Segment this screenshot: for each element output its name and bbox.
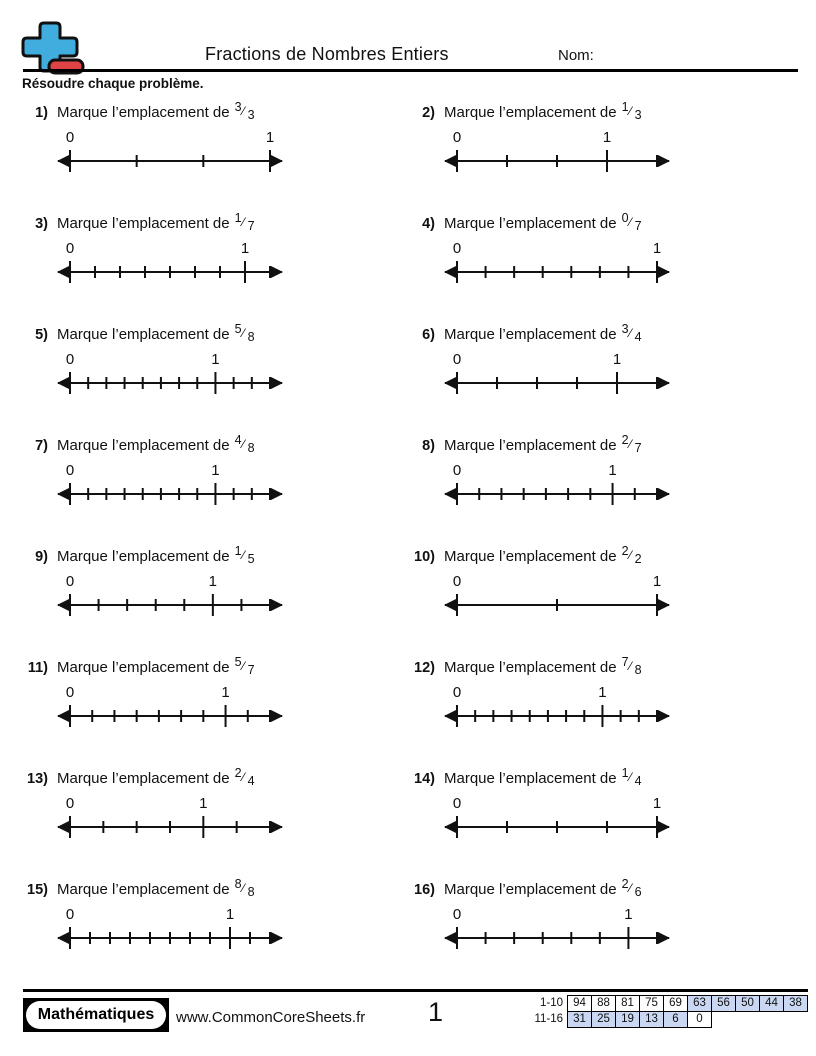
line-one-label: 1 [652, 240, 662, 257]
right-arrow-icon [658, 266, 670, 278]
fraction-slash: ⁄ [629, 215, 632, 229]
line-zero-label: 0 [65, 351, 75, 368]
right-arrow-icon [658, 377, 670, 389]
commoncoresheets-plus-logo [20, 20, 90, 76]
number-line[interactable] [441, 904, 673, 952]
brand-badge: Mathématiques [26, 1001, 166, 1029]
left-arrow-icon [57, 155, 69, 167]
fraction-slash: ⁄ [629, 659, 632, 673]
score-cell: 13 [639, 1011, 664, 1028]
problem-statement [409, 211, 796, 236]
footer-divider [23, 989, 808, 992]
problem-5 [22, 319, 409, 430]
fraction-numerator: 8 [234, 877, 242, 891]
problem-2 [409, 97, 796, 208]
fraction-slash: ⁄ [242, 215, 245, 229]
fraction-numerator: 4 [234, 433, 242, 447]
fraction-slash: ⁄ [629, 437, 632, 451]
problem-1 [22, 97, 409, 208]
right-arrow-icon [658, 710, 670, 722]
problem-number: 3) [35, 216, 48, 232]
score-row-label: 11-16 [534, 1013, 563, 1025]
problem-9 [22, 541, 409, 652]
problem-text: Marque l’emplacement de [57, 437, 230, 454]
fraction-numerator: 7 [621, 655, 629, 669]
number-line[interactable] [54, 238, 286, 286]
problem-number: 14) [414, 771, 435, 787]
score-cell: 81 [615, 995, 640, 1012]
problem-statement [22, 433, 409, 458]
score-cell: 69 [663, 995, 688, 1012]
fraction-denominator: 6 [634, 885, 642, 899]
problem-number: 11) [27, 660, 48, 676]
problem-number: 1) [35, 105, 48, 121]
fraction [234, 433, 255, 455]
score-cell: 75 [639, 995, 664, 1012]
left-arrow-icon [57, 266, 69, 278]
fraction [621, 433, 642, 455]
line-zero-label: 0 [452, 462, 462, 479]
left-arrow-icon [444, 599, 456, 611]
number-line[interactable] [441, 127, 673, 175]
left-arrow-icon [57, 599, 69, 611]
fraction-denominator: 7 [247, 663, 255, 677]
fraction-slash: ⁄ [242, 104, 245, 118]
fraction [621, 100, 642, 122]
line-one-label: 1 [624, 906, 633, 923]
line-one-label: 1 [211, 462, 220, 479]
number-line[interactable] [54, 349, 286, 397]
fraction-slash: ⁄ [242, 326, 245, 340]
score-row [525, 995, 808, 1012]
line-one-label: 1 [652, 795, 662, 812]
right-arrow-icon [271, 377, 283, 389]
fraction [234, 211, 255, 233]
number-line[interactable] [441, 682, 673, 730]
score-row-label: 1-10 [539, 997, 563, 1009]
number-line[interactable] [441, 460, 673, 508]
fraction-numerator: 5 [234, 655, 242, 669]
fraction [234, 100, 255, 122]
fraction-denominator: 4 [634, 774, 642, 788]
problem-number: 9) [35, 549, 48, 565]
number-line[interactable] [54, 460, 286, 508]
line-zero-label: 0 [65, 573, 75, 590]
problem-statement [22, 211, 409, 236]
left-arrow-icon [57, 932, 69, 944]
problem-12 [409, 652, 796, 763]
problem-text: Marque l’emplacement de [57, 881, 230, 898]
problem-15 [22, 874, 409, 985]
problem-text: Marque l’emplacement de [57, 104, 230, 121]
fraction [621, 211, 642, 233]
problem-number: 2) [422, 105, 435, 121]
line-one-label: 1 [602, 129, 612, 146]
fraction-slash: ⁄ [629, 770, 632, 784]
problem-statement [409, 877, 796, 902]
fraction [234, 766, 255, 788]
problem-text: Marque l’emplacement de [444, 326, 617, 343]
line-one-label: 1 [211, 351, 220, 368]
score-row [525, 1011, 808, 1028]
left-arrow-icon [57, 488, 69, 500]
problem-statement [22, 766, 409, 791]
problem-text: Marque l’emplacement de [444, 770, 617, 787]
right-arrow-icon [271, 599, 283, 611]
fraction-numerator: 1 [234, 211, 242, 225]
fraction [234, 322, 255, 344]
problem-8 [409, 430, 796, 541]
fraction-slash: ⁄ [242, 437, 245, 451]
problem-10 [409, 541, 796, 652]
fraction-denominator: 7 [247, 219, 255, 233]
right-arrow-icon [271, 821, 283, 833]
line-one-label: 1 [225, 906, 235, 923]
fraction-slash: ⁄ [629, 104, 632, 118]
fraction-numerator: 2 [621, 877, 629, 891]
fraction-slash: ⁄ [242, 659, 245, 673]
problem-number: 10) [414, 549, 435, 565]
number-line[interactable] [54, 127, 286, 175]
left-arrow-icon [444, 377, 456, 389]
problem-number: 4) [422, 216, 435, 232]
instruction-text: Résoudre chaque problème. [22, 76, 204, 91]
line-zero-label: 0 [65, 129, 75, 146]
fraction [621, 322, 642, 344]
left-arrow-icon [444, 821, 456, 833]
problem-13 [22, 763, 409, 874]
problem-statement [409, 433, 796, 458]
problem-6 [409, 319, 796, 430]
problems-grid [0, 97, 796, 985]
line-zero-label: 0 [452, 573, 462, 590]
right-arrow-icon [658, 488, 670, 500]
fraction [621, 766, 642, 788]
fraction-numerator: 3 [621, 322, 629, 336]
fraction [621, 544, 642, 566]
fraction-slash: ⁄ [242, 548, 245, 562]
fraction-denominator: 3 [634, 108, 642, 122]
problem-text: Marque l’emplacement de [444, 437, 617, 454]
header-divider [23, 69, 798, 72]
problem-4 [409, 208, 796, 319]
right-arrow-icon [271, 266, 283, 278]
right-arrow-icon [271, 155, 283, 167]
number-line[interactable] [441, 238, 673, 286]
problem-text: Marque l’emplacement de [444, 881, 617, 898]
line-zero-label: 0 [452, 684, 462, 701]
fraction-denominator: 3 [247, 108, 255, 122]
line-one-label: 1 [208, 573, 218, 590]
problem-statement [409, 322, 796, 347]
fraction-numerator: 2 [234, 766, 242, 780]
fraction-numerator: 3 [234, 100, 242, 114]
line-one-label: 1 [199, 795, 208, 812]
problem-text: Marque l’emplacement de [444, 548, 617, 565]
line-zero-label: 0 [65, 462, 75, 479]
problem-text: Marque l’emplacement de [444, 659, 617, 676]
website-url: www.CommonCoreSheets.fr [176, 1009, 366, 1026]
right-arrow-icon [271, 710, 283, 722]
line-one-label: 1 [240, 240, 250, 257]
problem-text: Marque l’emplacement de [444, 104, 617, 121]
right-arrow-icon [658, 932, 670, 944]
score-cell: 25 [591, 1011, 616, 1028]
fraction [234, 877, 255, 899]
fraction-denominator: 7 [634, 441, 642, 455]
line-zero-label: 0 [452, 240, 462, 257]
fraction [234, 655, 255, 677]
problem-number: 13) [27, 771, 48, 787]
fraction-denominator: 8 [247, 885, 255, 899]
number-line[interactable] [441, 571, 673, 619]
score-cell: 38 [783, 995, 808, 1012]
problem-3 [22, 208, 409, 319]
score-cell: 50 [735, 995, 760, 1012]
score-cell: 19 [615, 1011, 640, 1028]
problem-statement [409, 544, 796, 569]
problem-text: Marque l’emplacement de [57, 770, 230, 787]
problem-text: Marque l’emplacement de [444, 215, 617, 232]
problem-14 [409, 763, 796, 874]
problem-text: Marque l’emplacement de [57, 548, 230, 565]
left-arrow-icon [444, 266, 456, 278]
fraction-slash: ⁄ [629, 881, 632, 895]
fraction-slash: ⁄ [629, 548, 632, 562]
right-arrow-icon [658, 821, 670, 833]
problem-statement [409, 100, 796, 125]
fraction-numerator: 2 [621, 544, 629, 558]
problem-text: Marque l’emplacement de [57, 326, 230, 343]
fraction-denominator: 8 [247, 441, 255, 455]
line-zero-label: 0 [452, 351, 462, 368]
line-zero-label: 0 [65, 906, 75, 923]
problem-number: 15) [27, 882, 48, 898]
fraction-numerator: 1 [621, 766, 629, 780]
left-arrow-icon [444, 488, 456, 500]
problem-statement [409, 655, 796, 680]
score-cell: 31 [567, 1011, 592, 1028]
problem-statement [22, 322, 409, 347]
left-arrow-icon [57, 377, 69, 389]
fraction-slash: ⁄ [242, 881, 245, 895]
score-table [525, 995, 808, 1028]
number-line[interactable] [54, 793, 286, 841]
score-cell: 6 [663, 1011, 688, 1028]
left-arrow-icon [444, 155, 456, 167]
score-cell: 56 [711, 995, 736, 1012]
problem-11 [22, 652, 409, 763]
left-arrow-icon [57, 710, 69, 722]
left-arrow-icon [444, 932, 456, 944]
left-arrow-icon [444, 710, 456, 722]
problem-statement [22, 100, 409, 125]
problem-7 [22, 430, 409, 541]
fraction-slash: ⁄ [242, 770, 245, 784]
line-zero-label: 0 [452, 129, 462, 146]
problem-statement [409, 766, 796, 791]
line-zero-label: 0 [65, 684, 75, 701]
problem-statement [22, 544, 409, 569]
number-line[interactable] [54, 904, 286, 952]
right-arrow-icon [658, 599, 670, 611]
number-line[interactable] [54, 571, 286, 619]
line-one-label: 1 [598, 684, 607, 701]
brand-box [23, 998, 169, 1032]
problem-statement [22, 655, 409, 680]
score-cell: 44 [759, 995, 784, 1012]
line-one-label: 1 [652, 573, 662, 590]
problem-number: 5) [35, 327, 48, 343]
fraction-numerator: 1 [234, 544, 242, 558]
fraction-numerator: 1 [621, 100, 629, 114]
problem-number: 12) [414, 660, 435, 676]
number-line[interactable] [54, 682, 286, 730]
number-line[interactable] [441, 793, 673, 841]
line-zero-label: 0 [452, 906, 462, 923]
problem-number: 6) [422, 327, 435, 343]
line-zero-label: 0 [452, 795, 462, 812]
score-cell: 94 [567, 995, 592, 1012]
fraction-denominator: 5 [247, 552, 255, 566]
problem-number: 7) [35, 438, 48, 454]
problem-text: Marque l’emplacement de [57, 659, 230, 676]
number-line[interactable] [441, 349, 673, 397]
line-one-label: 1 [612, 351, 622, 368]
problem-16 [409, 874, 796, 985]
fraction [621, 877, 642, 899]
problem-number: 8) [422, 438, 435, 454]
fraction [234, 544, 255, 566]
fraction-denominator: 2 [634, 552, 642, 566]
score-cell: 0 [687, 1011, 712, 1028]
fraction-denominator: 7 [634, 219, 642, 233]
right-arrow-icon [271, 932, 283, 944]
score-cell: 63 [687, 995, 712, 1012]
fraction-denominator: 8 [247, 330, 255, 344]
line-one-label: 1 [265, 129, 275, 146]
name-label: Nom: [558, 47, 594, 64]
line-zero-label: 0 [65, 240, 75, 257]
line-one-label: 1 [608, 462, 617, 479]
right-arrow-icon [271, 488, 283, 500]
fraction-denominator: 4 [247, 774, 255, 788]
line-one-label: 1 [221, 684, 230, 701]
problem-statement [22, 877, 409, 902]
fraction [621, 655, 642, 677]
line-zero-label: 0 [65, 795, 75, 812]
worksheet-title: Fractions de Nombres Entiers [205, 44, 449, 64]
page-number: 1 [428, 997, 444, 1027]
score-cell: 88 [591, 995, 616, 1012]
fraction-denominator: 4 [634, 330, 642, 344]
fraction-numerator: 0 [621, 211, 629, 225]
problem-text: Marque l’emplacement de [57, 215, 230, 232]
fraction-numerator: 2 [621, 433, 629, 447]
right-arrow-icon [658, 155, 670, 167]
fraction-denominator: 8 [634, 663, 642, 677]
fraction-slash: ⁄ [629, 326, 632, 340]
fraction-numerator: 5 [234, 322, 242, 336]
problem-number: 16) [414, 882, 435, 898]
left-arrow-icon [57, 821, 69, 833]
